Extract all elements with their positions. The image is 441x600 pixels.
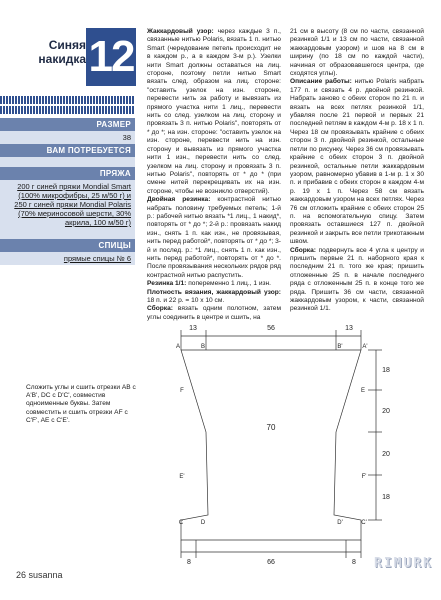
dim-right-4: 18 <box>382 494 390 501</box>
dim-top-mid: 56 <box>267 325 275 332</box>
label-f-prime: F' <box>361 474 367 480</box>
magazine-name: susanna <box>28 570 63 580</box>
materials-panel <box>0 118 135 265</box>
size-value: 38 <box>0 131 135 144</box>
label-e-prime: E' <box>179 474 185 480</box>
page-footer <box>16 570 63 580</box>
watermark: RIMURK <box>374 556 433 571</box>
double-rib-heading: Двойная резинка: <box>147 196 211 204</box>
assembly-text: вязать одним полотном, затем углы соединить в центре и сшить, на <box>147 305 281 321</box>
needles-heading: СПИЦЫ <box>0 239 135 252</box>
article-header <box>0 20 140 90</box>
gauge-text: 18 п. и 22 р. = 10 х 10 см. <box>147 297 225 304</box>
finishing-heading: Сборка: <box>290 246 316 254</box>
article-title <box>16 38 86 66</box>
assembly-continued-text: 21 см в высоту (8 см по части, связанной резинкой 1/1 и 13 см по части, связанной жаккардовым узором) и шов на 8 см в ширину (по 18 см по каждой части), начиная от образовавшегося центра, где сходятся углы). <box>290 28 424 78</box>
rib-text: попеременно 1 лиц., 1 изн. <box>186 280 271 288</box>
label-d-prime: D' <box>337 520 343 526</box>
dim-right-3: 20 <box>382 451 390 458</box>
label-f: F <box>180 388 184 394</box>
pattern-outline <box>178 350 361 540</box>
needles-value <box>0 252 135 265</box>
label-e: E <box>360 388 366 394</box>
dim-bottom-left: 8 <box>187 559 191 566</box>
jacquard-text: через каждые 3 п., связанные нитью Polaris, вязать 1 п. нитью Smart (чередование петель происходит не в каждом р., а в каждом 3-м р.). Узелки нити Smart должны оставаться на лиц. стороне, поэтому петли нитью Smart вязать след. образом на лиц. стороне: "оставить узелок на изн. стороне, перевести нить за работу и вывязать из прямого участка нити 1 лиц., перевести нить со след. узелком на лиц. сторону и провязать 3 п. нитью Polaris", повторять от * до *; на изн. стороне: "оставить узелок на изн. стороне, перевести нить на изн. сторону и вывязать из прямого участка нити 1 изн., перевести нить со след. узелком на лиц. сторону и провязать 3 п. нитью Polaris", повторять от * до * (при смене нитей перекрещивать их на изн. стороне, чтобы не возникло отверстий). <box>147 28 281 195</box>
jacquard-heading: Жаккардовый узор: <box>147 28 214 35</box>
decorative-stripes <box>0 106 135 114</box>
instructions-heading: Описание работы: <box>290 78 352 86</box>
finishing-text: подвернуть все 4 угла к центру и пришить первые 21 п. наборного края к последним 21 п. того же края; пришить отложенные 25 п. в начале последнего ряда с отложенным 25 п. в конце того же ряда. Пришить 36 см части, связанной жаккардовым узором, к части, связанной резинкой 1/1. <box>290 246 424 313</box>
dim-bottom-right: 8 <box>352 559 356 566</box>
dim-right-2: 20 <box>382 408 390 415</box>
double-rib-text: контрастной нитью набрать половину требуемых петель; 1-й р.: рабочей нитью вязать *1 лиц., 1 накид*, повторять от * до *; 2-й р.: провязать накид изн., снять 1 п. как изн., не провязывая, нить перед работой*, повторять от * до *; 3-й и послед. р.: *1 лиц., снять 1 п. как изн., нить перед работой*, повторять от * до *. После провязывания нескольких рядов ряд контрастной нитью распустить. <box>147 196 281 279</box>
label-c-prime: C' <box>361 520 367 526</box>
label-a: A <box>175 344 181 350</box>
spacer <box>0 229 135 239</box>
yarn-text: 200 г синей пряжи Mondial Smart (100% микрофибры, 25 м/50 г) и 250 г синей пряжи Mondial Polaris (70% мериносовой шерсти, 30% акрила, 100 м/50 г) <box>14 182 131 227</box>
text-column-1 <box>147 28 281 322</box>
decorative-stripes <box>0 96 135 104</box>
yarn-heading: ПРЯЖА <box>0 167 135 180</box>
label-b: B <box>200 344 206 350</box>
rib-heading: Резинка 1/1: <box>147 280 187 288</box>
yarn-value <box>0 180 135 229</box>
assembly-heading: Сборка: <box>147 305 173 313</box>
title-line-1: Синяя <box>48 38 86 52</box>
size-heading: РАЗМЕР <box>0 118 135 131</box>
label-c: C <box>178 520 184 526</box>
spacer <box>0 157 135 167</box>
label-a-prime: A' <box>362 344 368 350</box>
needles-text: прямые спицы № 6 <box>63 254 131 263</box>
title-line-2: накидка <box>38 52 86 66</box>
page-number: 26 <box>16 570 27 580</box>
article-number: 12 <box>86 28 136 86</box>
text-column-2 <box>290 28 424 314</box>
dim-top-right: 13 <box>345 325 353 332</box>
diagram-caption: Сложить углы и сшить отрезки AB с A'B', DC с D'C', совместив одноименные буквы. Затем совместить и сшить отрезки AF с C'F', AE с C'E'. <box>26 384 136 424</box>
dim-center: 70 <box>266 423 276 432</box>
dim-right-1: 18 <box>382 367 390 374</box>
instructions-text: нитью Polaris набрать 177 п. и связать 4 р. двойной резинкой. Набрать заново с обеих сторон по 21 п. и вязать на всех петлях резинкой 1/1, убавляя после 21 первой и первых 21 последней петлям в каждом 4-м р. 18 х 1 п. Через 18 см провязывать крайние с обеих сторон 3 п. двойной резинкой, остальные петли по рисунку. Через 36 см провязывать крайние с обеих сторон 3 п. двойной резинкой, остальные петли жаккардовым узором, равномерно убавив в 1-м р. 1 х 30 п. и прибавив с обеих сторон в каждом 4-м р. 19 х 1 п. Через 58 см вязать жаккардовым узором на всех петлях. Через 76 см отложить крайние с обеих сторон 25 п. на вспомогательную спицу. Затем провязать оставшиеся 127 п. двойной резинкой и закрыть все петли трикотажным швом. <box>290 78 424 246</box>
dim-top-left: 13 <box>189 325 197 332</box>
label-b-prime: B' <box>337 344 343 350</box>
materials-heading: ВАМ ПОТРЕБУЕТСЯ <box>0 144 135 157</box>
label-d: D <box>200 520 206 526</box>
dim-bottom-mid: 66 <box>267 559 275 566</box>
gauge-heading: Плотность вязания, жаккардовый узор: <box>147 288 281 296</box>
